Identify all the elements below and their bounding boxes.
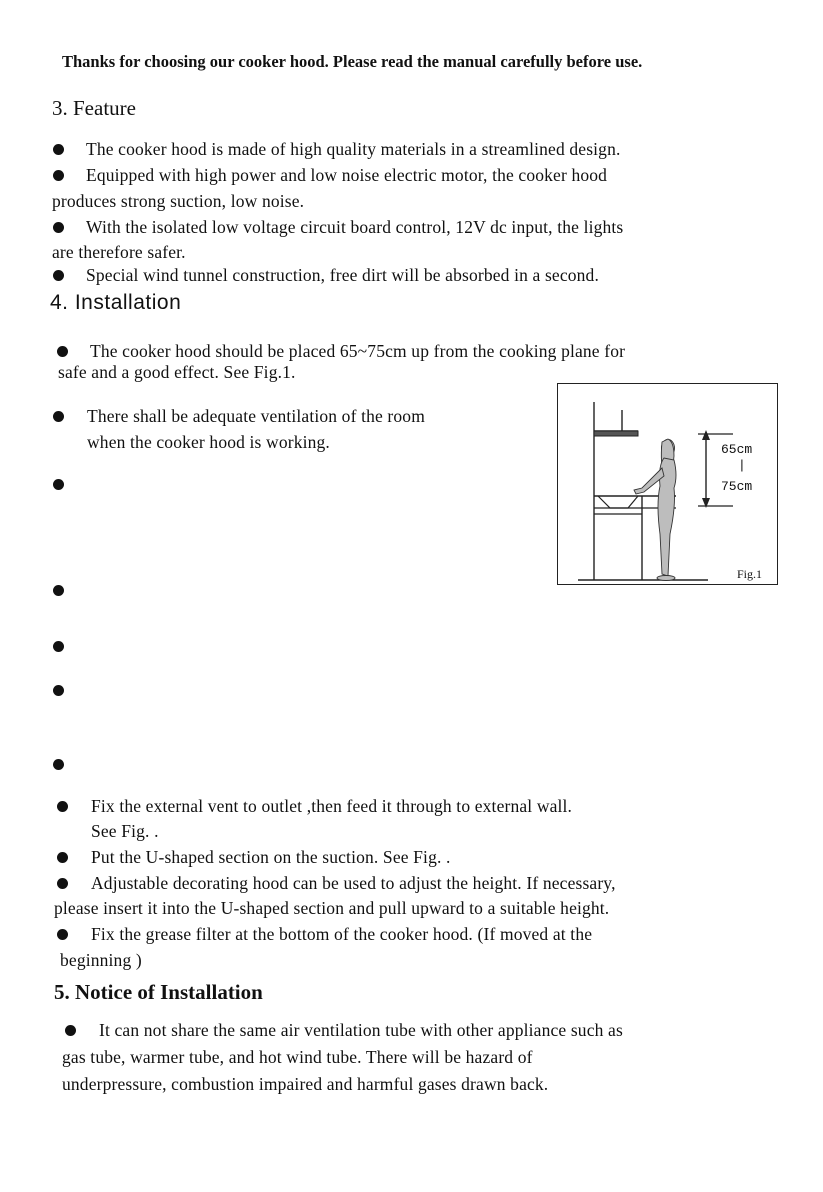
person-silhouette	[634, 439, 676, 581]
bullet-icon	[57, 878, 68, 889]
notice-line: underpressure, combustion impaired and harmful gases drawn back.	[62, 1074, 549, 1094]
notice-line: gas tube, warmer tube, and hot wind tube. There will be hazard of	[62, 1047, 533, 1067]
bullet-icon	[53, 685, 64, 696]
installation-line: please insert it into the U-shaped section and pull upward to a suitable height.	[54, 898, 610, 918]
bullet-icon	[53, 585, 64, 596]
figure-label-separator: |	[738, 458, 746, 473]
bullet-icon	[53, 270, 64, 281]
installation-line: safe and a good effect. See Fig.1.	[58, 362, 296, 382]
bullet-icon	[53, 144, 64, 155]
feature-line: Equipped with high power and low noise electric motor, the cooker hood	[86, 165, 608, 185]
bullet-icon	[65, 1025, 76, 1036]
feature-line: Special wind tunnel construction, free dirt will be absorbed in a second.	[86, 265, 599, 285]
feature-line: are therefore safer.	[52, 242, 186, 262]
bullet-icon	[53, 411, 64, 422]
installation-line: Adjustable decorating hood can be used to adjust the height. If necessary,	[91, 873, 616, 893]
feature-line: With the isolated low voltage circuit board control, 12V dc input, the lights	[86, 217, 624, 237]
figure-caption: Fig.1	[737, 567, 763, 581]
notice-heading: 5. Notice of Installation	[54, 980, 263, 1004]
figure-label-75cm: 75cm	[721, 479, 753, 494]
bullet-icon	[53, 479, 64, 490]
notice-line: It can not share the same air ventilation tube with other appliance such as	[99, 1020, 623, 1040]
bullet-icon	[53, 222, 64, 233]
bullet-icon	[53, 759, 64, 770]
feature-line: The cooker hood is made of high quality materials in a streamlined design.	[86, 139, 621, 159]
bullet-icon	[53, 641, 64, 652]
bullet-icon	[53, 170, 64, 181]
bullet-icon	[57, 801, 68, 812]
installation-heading: 4. Installation	[50, 291, 182, 314]
installation-line: when the cooker hood is working.	[87, 432, 330, 452]
bullet-icon	[57, 852, 68, 863]
intro-text: Thanks for choosing our cooker hood. Please read the manual carefully before use.	[62, 52, 643, 71]
figure-1	[557, 383, 778, 585]
installation-line: beginning )	[60, 950, 142, 970]
feature-line: produces strong suction, low noise.	[52, 191, 305, 211]
installation-line: Fix the grease filter at the bottom of the cooker hood. (If moved at the	[91, 924, 593, 944]
bullet-icon	[57, 929, 68, 940]
feature-heading: 3. Feature	[52, 96, 136, 120]
installation-line: There shall be adequate ventilation of the room	[87, 406, 425, 426]
installation-line: The cooker hood should be placed 65~75cm up from the cooking plane for	[90, 341, 626, 361]
installation-line: See Fig. .	[91, 821, 159, 841]
figure-label-65cm: 65cm	[721, 442, 753, 457]
installation-line: Fix the external vent to outlet ,then feed it through to external wall.	[91, 796, 573, 816]
bullet-icon	[57, 346, 68, 357]
installation-line: Put the U-shaped section on the suction. See Fig. .	[91, 847, 451, 867]
